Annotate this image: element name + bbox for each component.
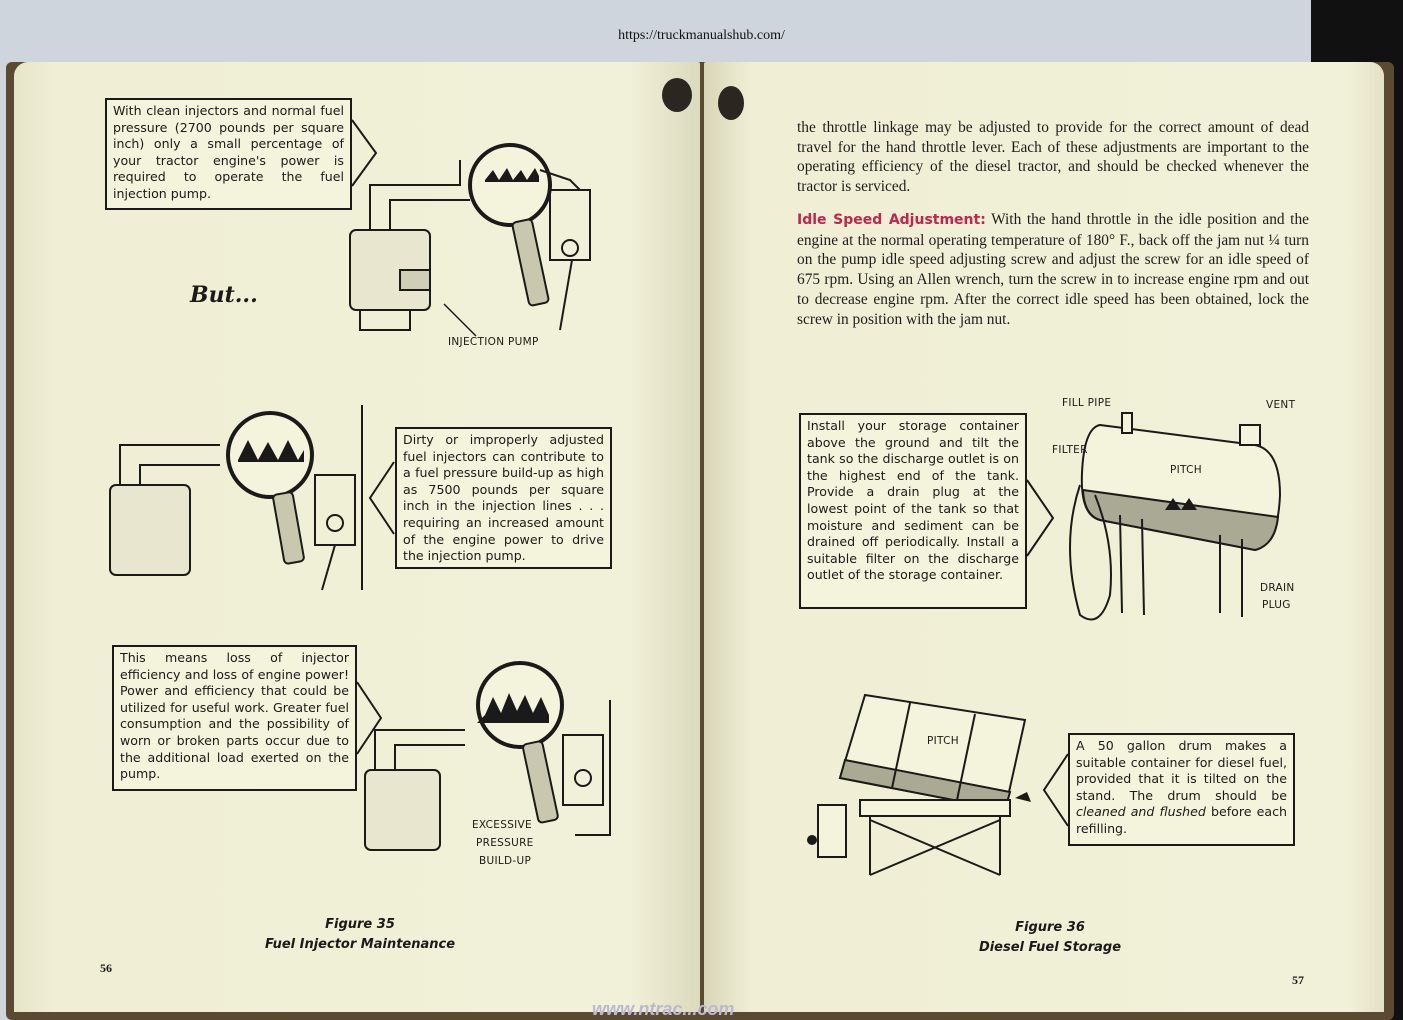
idle-speed-heading: Idle Speed Adjustment: [797, 212, 986, 228]
dirty-injectors-callout: Dirty or improperly adjusted fuel injectors can contribute to a fuel pressure build-up as high as 7500 pounds per square inch in the injection lines . . . requiring an increased amount of the engine power to drive the injection pump. [395, 427, 612, 569]
storage-tank-callout: Install your storage container above the ground and tilt the tank so the discharge outlet is on the highest end of the tank. Provide a drain plug at the lowest point of the tank so that moisture and sediment can be drained off periodically. Install a suitable filter on the discharge outlet of the storage container. [799, 413, 1027, 609]
idle-speed-text: With the hand throttle in the idle position and the engine at the normal operating temperature of 180° F., back off the jam nut ¼ turn on the pump idle speed adjusting screw and adjust the screw for an idle speed of 675 rpm. Using an Allen wrench, turn the screw in to increase engine rpm and out to decrease engine rpm. After the correct idle speed has been obtained, lock the screw in position with the jam nut. [797, 211, 1309, 328]
callout-pointer-4 [1025, 478, 1057, 558]
callout-pointer-2 [366, 460, 396, 536]
figure-35-number: Figure 35 [325, 917, 395, 932]
left-page-number: 56 [100, 961, 112, 975]
figure-35-title: Fuel Injector Maintenance [264, 937, 456, 952]
plug-label: PLUG [1262, 599, 1291, 611]
excessive-label: EXCESSIVE [472, 819, 532, 831]
drain-label: DRAIN [1260, 582, 1295, 594]
loss-of-efficiency-callout: This means loss of injector efficiency and loss of engine power! Power and efficiency that could be utilized for useful work. Greater fuel consumption and the possibility of worn or broken parts occur due to the additional load exerted on the pump. [112, 645, 357, 791]
figure-36-title: Diesel Fuel Storage [978, 940, 1122, 955]
drum-text-post: before each refilling. [1076, 804, 1287, 836]
drum-text-em: cleaned and flushed [1076, 804, 1206, 820]
fill-pipe-label: FILL PIPE [1062, 397, 1112, 409]
pressure-label: PRESSURE [476, 837, 534, 849]
but-lettering: But... [190, 282, 258, 308]
idle-speed-paragraph [797, 210, 1309, 329]
source-url[interactable]: https://truckmanualshub.com/ [618, 28, 785, 43]
drum-callout [1068, 733, 1295, 846]
buildup-label: BUILD-UP [479, 855, 532, 867]
vent-label: VENT [1266, 399, 1296, 411]
figure-36-number: Figure 36 [1015, 920, 1085, 935]
watermark: www.ntrac...com [592, 999, 735, 1019]
right-page-number: 57 [1292, 973, 1304, 987]
binder-hole-left [662, 78, 692, 112]
drum-stand-illustration [800, 690, 1050, 885]
clean-injectors-callout: With clean injectors and normal fuel pressure (2700 pounds per square inch) only a small percentage of your tractor engine's power is required to operate the fuel injection pump. [105, 98, 352, 210]
callout-pointer-5 [1040, 752, 1070, 828]
injection-pump-illustration-2 [100, 405, 370, 595]
filter-label: FILTER [1052, 444, 1088, 456]
pitch-label: PITCH [1170, 464, 1202, 476]
drum-text-pre: A 50 gallon drum makes a suitable container for diesel fuel, provided that it is tilted on the stand. The drum should be [1076, 738, 1287, 803]
injection-pump-label: INJECTION PUMP [448, 336, 539, 348]
throttle-paragraph: the throttle linkage may be adjusted to provide for the correct amount of dead travel for the hand throttle lever. Each of these adjustments are important to the operating efficiency of the diesel tractor, and should be checked whenever the tractor is serviced. [797, 119, 1309, 196]
injection-pump-arrow [440, 300, 480, 340]
drum-pitch-label: PITCH [927, 735, 959, 747]
binder-hole-right [718, 86, 744, 120]
